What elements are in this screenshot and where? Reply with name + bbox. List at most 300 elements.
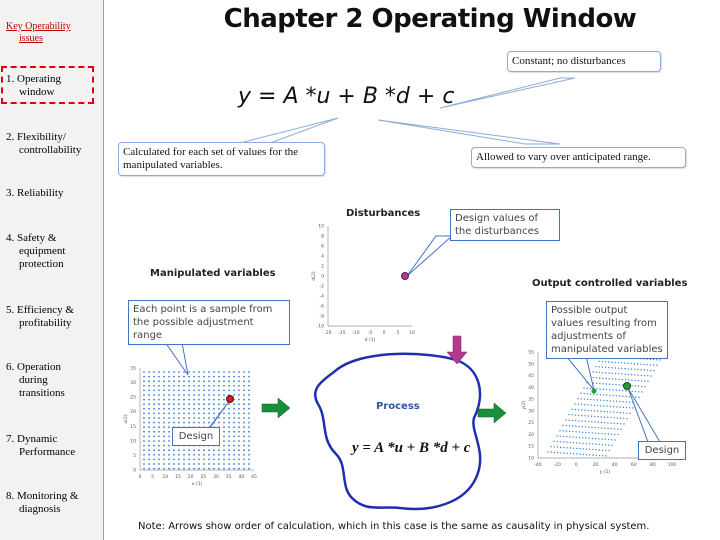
sample-dot (223, 440, 225, 442)
output-dot (659, 359, 660, 360)
sidebar-item-label: diagnosis (19, 503, 61, 515)
sample-dot (213, 385, 215, 387)
output-dot (623, 418, 624, 419)
sample-dot (248, 371, 250, 373)
design-output-pointer (628, 388, 660, 442)
sample-dot (178, 380, 180, 382)
sample-dot (158, 394, 160, 396)
sample-dot (143, 445, 145, 447)
sample-dot (183, 417, 185, 419)
sample-dot (238, 459, 240, 461)
sample-dot (163, 445, 165, 447)
y-tick-label: 6 (321, 244, 324, 250)
output-dot (650, 364, 651, 365)
sample-dot (223, 376, 225, 378)
output-dot (617, 428, 618, 429)
sample-dot (173, 417, 175, 419)
sample-dot (223, 403, 225, 405)
process-equation: y = A *u + B *d + c (352, 440, 471, 456)
output-dot (605, 450, 606, 451)
output-dot (569, 431, 570, 432)
sample-dot (153, 436, 155, 438)
sample-dot (153, 449, 155, 451)
output-dot (610, 422, 611, 423)
output-dot (597, 405, 598, 406)
sample-dot (223, 394, 225, 396)
output-dot (616, 412, 617, 413)
sample-dot (158, 454, 160, 456)
sample-dot (238, 436, 240, 438)
x-tick-label: 20 (592, 463, 599, 468)
y-tick-label: 2 (321, 264, 324, 270)
sample-dot (148, 403, 150, 405)
output-dot (599, 455, 600, 456)
callout-constant-text: Constant; no disturbances (512, 55, 626, 67)
main-equation: y = A *u + B *d + c (238, 84, 455, 109)
sample-dot (233, 380, 235, 382)
sample-dot (248, 463, 250, 465)
output-dot (571, 409, 572, 410)
sample-dot (148, 390, 150, 392)
output-dot (607, 428, 608, 429)
output-dot (653, 359, 654, 360)
sample-dot (163, 449, 165, 451)
output-dot (604, 411, 605, 412)
sample-dot (173, 399, 175, 401)
sample-dot (193, 403, 195, 405)
sample-dot (143, 376, 145, 378)
sample-dot (203, 463, 205, 465)
sample-dot (213, 413, 215, 415)
sample-dot (223, 417, 225, 419)
output-dot (578, 409, 579, 410)
sample-dot (168, 440, 170, 442)
output-dot (587, 393, 588, 394)
sample-dot (183, 463, 185, 465)
output-dot (579, 448, 580, 449)
output-dot (606, 400, 607, 401)
sample-dot (183, 380, 185, 382)
arrow-process-to-output (478, 403, 506, 423)
sample-dot (178, 371, 180, 373)
output-dot (585, 432, 586, 433)
output-dot (601, 427, 602, 428)
sample-dot (163, 408, 165, 410)
x-tick-label: -15 (338, 331, 346, 336)
y-axis-label: d(2) (312, 271, 317, 281)
sample-dot (233, 431, 235, 433)
sample-dot (203, 403, 205, 405)
sample-dot (218, 403, 220, 405)
output-dot (644, 369, 645, 370)
sample-dot (148, 408, 150, 410)
sample-dot (188, 376, 190, 378)
sample-dot (248, 440, 250, 442)
sample-dot (183, 454, 185, 456)
sample-dot (208, 380, 210, 382)
sample-dot (153, 463, 155, 465)
sample-dot (178, 422, 180, 424)
sample-dot (198, 380, 200, 382)
sample-dot (168, 463, 170, 465)
output-dot (582, 432, 583, 433)
output-dot (608, 367, 609, 368)
sample-dot (203, 380, 205, 382)
sample-dot (213, 449, 215, 451)
output-dot (575, 431, 576, 432)
design-output-box (638, 441, 686, 460)
design-disturbance-pointer (407, 236, 452, 276)
sample-dot (193, 376, 195, 378)
output-dot (605, 378, 606, 379)
sample-dot (218, 459, 220, 461)
sample-dot (143, 385, 145, 387)
sample-dot (218, 399, 220, 401)
sample-dot (158, 463, 160, 465)
sample-dot (153, 431, 155, 433)
output-dot (584, 393, 585, 394)
output-dot (650, 375, 651, 376)
output-dot (613, 417, 614, 418)
sample-dot (143, 463, 145, 465)
output-dot (605, 372, 606, 373)
sample-dot (143, 426, 145, 428)
sidebar-item-label: controllability (19, 144, 82, 156)
output-dot (567, 453, 568, 454)
sample-dot (178, 459, 180, 461)
output-sample-point (592, 389, 597, 394)
output-dot (644, 386, 645, 387)
output-dot (644, 375, 645, 376)
output-dot (591, 416, 592, 417)
output-dot (603, 394, 604, 395)
output-dot (604, 433, 605, 434)
output-dot (579, 437, 580, 438)
output-dot (588, 415, 589, 416)
sample-dot (248, 376, 250, 378)
sample-dot (233, 463, 235, 465)
sample-dot (188, 371, 190, 373)
sample-dot (238, 445, 240, 447)
sample-dot (163, 413, 165, 415)
output-dot (581, 404, 582, 405)
output-dot (585, 421, 586, 422)
sample-dot (223, 463, 225, 465)
sample-dot (148, 463, 150, 465)
sample-dot (193, 468, 195, 470)
sample-dot (198, 371, 200, 373)
output-dot (607, 422, 608, 423)
output-dot (620, 418, 621, 419)
sample-dot (148, 440, 150, 442)
sample-dot (223, 371, 225, 373)
output-dot (598, 438, 599, 439)
output-dot (616, 401, 617, 402)
sample-dot (143, 371, 145, 373)
output-dot (562, 425, 563, 426)
x-tick-label: -10 (352, 331, 360, 336)
sample-dot (233, 445, 235, 447)
output-dot (595, 438, 596, 439)
output-dot (628, 368, 629, 369)
sample-dot (158, 371, 160, 373)
output-dot (592, 371, 593, 372)
output-dot (581, 415, 582, 416)
output-dot (634, 380, 635, 381)
design-disturbance-text: Design values of the disturbances (455, 213, 539, 237)
x-axis-label: y (1) (599, 470, 611, 475)
output-dot (603, 400, 604, 401)
sample-dot (143, 403, 145, 405)
sample-dot (173, 468, 175, 470)
sample-dot (198, 408, 200, 410)
sample-dot (168, 376, 170, 378)
sample-dot (168, 454, 170, 456)
output-dot (576, 453, 577, 454)
output-dot (599, 388, 600, 389)
sample-dot (148, 385, 150, 387)
output-dot (581, 398, 582, 399)
sample-dot (248, 459, 250, 461)
output-dot (615, 384, 616, 385)
output-dot (557, 446, 558, 447)
sample-dot (163, 426, 165, 428)
sample-dot (198, 413, 200, 415)
sample-dot (158, 436, 160, 438)
output-dot (608, 433, 609, 434)
sample-dot (178, 449, 180, 451)
sample-dot (173, 454, 175, 456)
sample-dot (243, 417, 245, 419)
sample-dot (223, 431, 225, 433)
page-title: Chapter 2 Operating Window (223, 4, 637, 34)
sample-dot (223, 413, 225, 415)
output-dot (608, 450, 609, 451)
output-dot (613, 406, 614, 407)
sample-dot (208, 463, 210, 465)
sample-dot (218, 394, 220, 396)
output-dot (584, 398, 585, 399)
output-dot (566, 430, 567, 431)
output-dot (614, 428, 615, 429)
output-dot (572, 425, 573, 426)
sample-dot (213, 408, 215, 410)
sample-dot (208, 403, 210, 405)
sample-dot (178, 454, 180, 456)
sample-dot (233, 422, 235, 424)
output-dot (576, 442, 577, 443)
sample-dot (178, 413, 180, 415)
design-disturbance-point (402, 273, 409, 280)
sample-dot (223, 422, 225, 424)
output-dot (625, 374, 626, 375)
output-dot (641, 386, 642, 387)
sample-dot (173, 380, 175, 382)
sample-dot (198, 399, 200, 401)
output-dot (575, 414, 576, 415)
sample-dot (238, 390, 240, 392)
sample-dot (213, 390, 215, 392)
output-dot (637, 369, 638, 370)
sample-dot (223, 426, 225, 428)
sample-dot (193, 459, 195, 461)
output-dot (638, 386, 639, 387)
sample-dot (193, 449, 195, 451)
output-dot (656, 359, 657, 360)
sidebar-item-label: equipment (19, 245, 66, 257)
sample-dot (218, 390, 220, 392)
sample-dot (173, 422, 175, 424)
output-dot (600, 411, 601, 412)
sample-dot (243, 454, 245, 456)
output-dot (641, 391, 642, 392)
sample-dot (158, 390, 160, 392)
sample-dot (238, 422, 240, 424)
output-dot (560, 452, 561, 453)
output-dot (592, 432, 593, 433)
sample-dot (173, 408, 175, 410)
sample-dot (143, 449, 145, 451)
output-dot (614, 362, 615, 363)
sample-dot (218, 376, 220, 378)
sample-dot (178, 417, 180, 419)
sample-dot (228, 463, 230, 465)
output-dot (597, 399, 598, 400)
output-dot (603, 405, 604, 406)
sample-dot (158, 399, 160, 401)
sample-dot (208, 408, 210, 410)
y-tick-label: 15 (528, 444, 534, 450)
output-dot (608, 372, 609, 373)
sample-dot (148, 431, 150, 433)
disturbances-title: Disturbances (346, 208, 421, 219)
output-dot (587, 410, 588, 411)
sample-dot (228, 403, 230, 405)
sample-dot (213, 454, 215, 456)
output-dot (595, 432, 596, 433)
output-dot (592, 454, 593, 455)
y-tick-label: 35 (130, 366, 136, 372)
sample-dot (203, 413, 205, 415)
output-dot (575, 426, 576, 427)
sample-dot (233, 459, 235, 461)
output-dot (605, 444, 606, 445)
output-dot (551, 452, 552, 453)
y-tick-label: 20 (528, 432, 534, 438)
sidebar-item-label: 3. Reliability (6, 187, 64, 199)
sample-dot (153, 403, 155, 405)
sample-dot (153, 380, 155, 382)
sample-dot (243, 380, 245, 382)
sample-dot (168, 390, 170, 392)
sample-dot (233, 371, 235, 373)
y-tick-label: 55 (528, 350, 534, 356)
output-dot (586, 454, 587, 455)
sample-dot (238, 394, 240, 396)
sample-dot (168, 408, 170, 410)
sample-dot (193, 413, 195, 415)
sample-dot (158, 449, 160, 451)
output-dot (583, 454, 584, 455)
sample-dot (188, 417, 190, 419)
output-dot (591, 427, 592, 428)
output-dot (577, 398, 578, 399)
sample-dot (158, 380, 160, 382)
sample-dot (173, 394, 175, 396)
y-tick-label: 30 (528, 409, 534, 415)
sample-dot (213, 380, 215, 382)
output-dot (569, 442, 570, 443)
output-dot (608, 444, 609, 445)
output-dot (591, 421, 592, 422)
sample-dot (148, 413, 150, 415)
sample-dot (243, 371, 245, 373)
output-dot (602, 450, 603, 451)
sample-dot (223, 390, 225, 392)
x-tick-label: 25 (200, 475, 207, 480)
sample-dot (188, 403, 190, 405)
output-dot (570, 447, 571, 448)
output-dot (647, 375, 648, 376)
x-tick-label: 5 (151, 475, 155, 480)
sample-dot (148, 399, 150, 401)
x-tick-label: 0 (382, 331, 386, 336)
sample-dot (213, 376, 215, 378)
output-dot (625, 396, 626, 397)
output-dot (585, 426, 586, 427)
output-dot (569, 425, 570, 426)
x-tick-label: 30 (213, 475, 219, 480)
sample-dot (203, 394, 205, 396)
output-dot (572, 436, 573, 437)
sample-dot (238, 403, 240, 405)
sample-dot (158, 413, 160, 415)
output-dot (582, 426, 583, 427)
output-dot (635, 396, 636, 397)
sample-dot (163, 431, 165, 433)
output-dot (634, 374, 635, 375)
sample-dot (148, 468, 150, 470)
y-tick-label: 5 (133, 453, 136, 459)
output-dot (596, 383, 597, 384)
output-dot (607, 411, 608, 412)
sample-dot (208, 394, 210, 396)
output-dot (565, 419, 566, 420)
sample-dot (188, 390, 190, 392)
sample-dot (188, 449, 190, 451)
sample-dot (243, 463, 245, 465)
sample-dot (158, 445, 160, 447)
y-tick-label: 25 (528, 421, 534, 427)
sample-dot (248, 385, 250, 387)
output-dot (576, 448, 577, 449)
output-dot (594, 410, 595, 411)
output-dot (580, 454, 581, 455)
design-manip-point (227, 396, 234, 403)
output-dot (582, 437, 583, 438)
output-dot (563, 436, 564, 437)
output-dot (631, 374, 632, 375)
sample-dot (238, 417, 240, 419)
sample-dot (198, 454, 200, 456)
y-tick-label: 10 (318, 224, 324, 230)
output-dot (622, 379, 623, 380)
y-tick-label: 25 (130, 395, 136, 401)
output-dot (583, 387, 584, 388)
sample-dot (213, 417, 215, 419)
sample-dot (198, 422, 200, 424)
x-axis-label: d (1) (364, 338, 376, 343)
